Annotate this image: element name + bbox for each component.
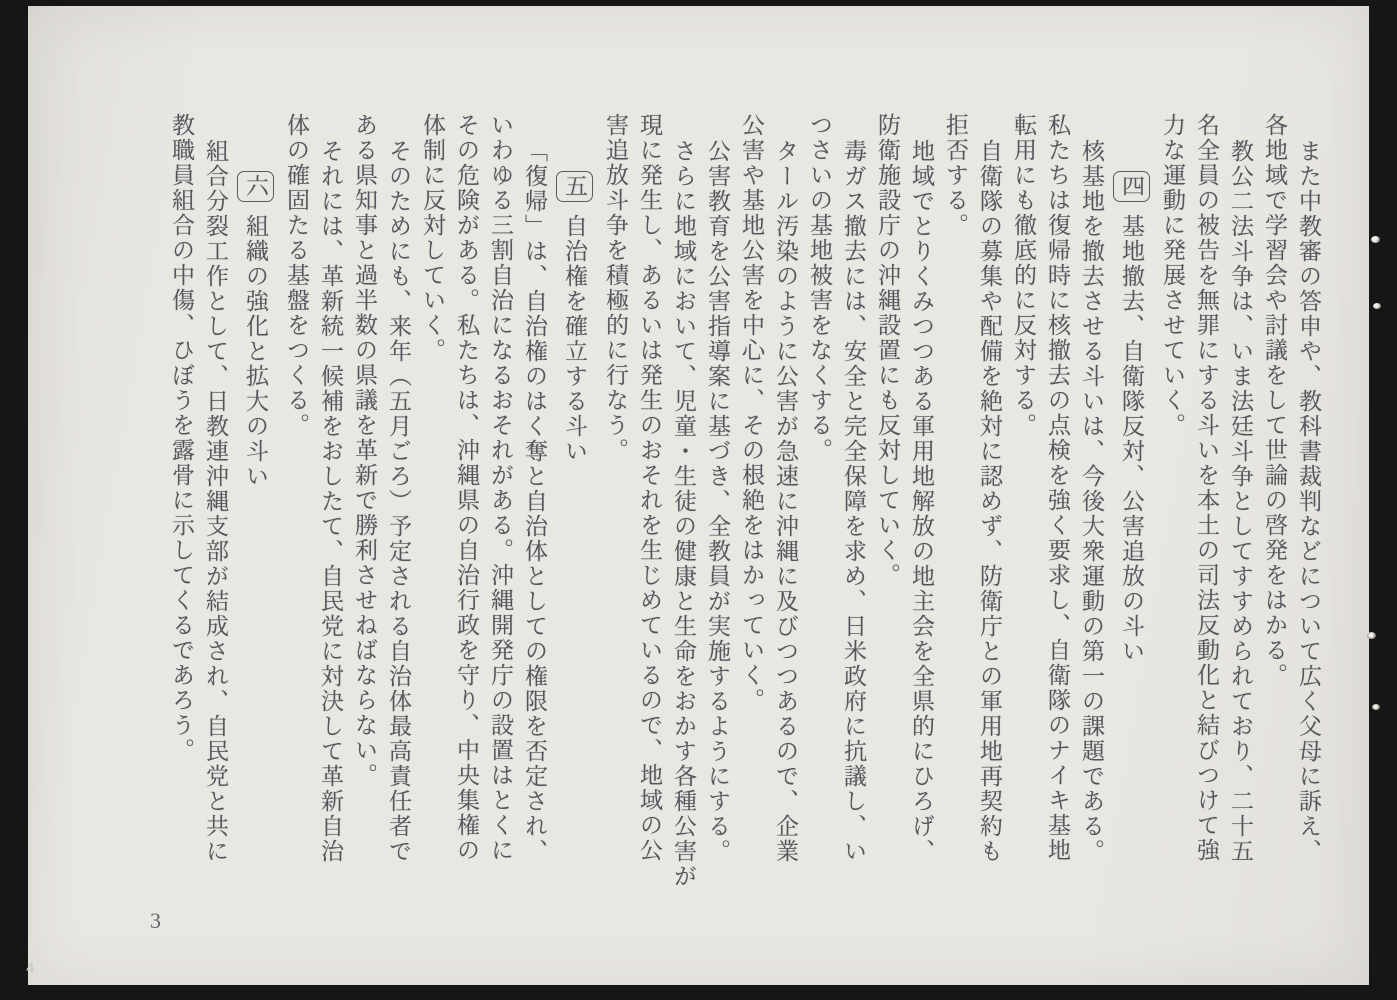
punch-hole-mark	[1371, 236, 1380, 243]
section-heading-column	[237, 113, 274, 971]
text-column: 毒ガス撤去には、安全と完全保障を求め、日米政府に抗議し、い	[841, 139, 866, 864]
punch-hole-mark	[1373, 303, 1381, 309]
text-column: 各地域で学習会や討議をして世論の啓発をはかる。	[1262, 113, 1287, 688]
text-column: 教職員組合の中傷、ひぼうを露骨に示してくるであろう。	[169, 113, 194, 763]
text-column: さらに地域において、児童・生徒の健康と生命をおかす各種公害が	[671, 139, 696, 889]
text-columns	[164, 113, 1325, 913]
punch-hole-mark	[1367, 632, 1376, 639]
text-column: 名全員の被告を無罪にする斗いを本土の司法反動化と結びつけて強	[1194, 113, 1219, 863]
text-column: 教公二法斗争は、いま法廷斗争としてすすめられており、二十五	[1228, 139, 1253, 864]
text-column: 核基地を撤去させる斗いは、今後大衆運動の第一の課題である。	[1079, 139, 1104, 864]
text-column: また中教審の答申や、教科書裁判などについて広く父母に訴え、	[1296, 139, 1321, 864]
text-column: 公害や基地公害を中心に、その根絶をはかっていく。	[739, 113, 764, 713]
corner-frame-number: 4	[26, 961, 35, 977]
section-heading-column	[556, 113, 593, 971]
section-number-boxed: 六	[237, 171, 274, 202]
text-column: 地域でとりくみつつある軍用地解放の地主会を全県的にひろげ、	[909, 139, 934, 864]
section-number-boxed: 五	[556, 171, 593, 202]
text-column: 害追放斗争を積極的に行なう。	[603, 113, 628, 463]
text-column: 防衛施設庁の沖縄設置にも反対していく。	[875, 113, 900, 588]
text-column: 力な運動に発展させていく。	[1160, 113, 1185, 438]
section-title: 組織の強化と拡大の斗い	[243, 214, 268, 489]
text-column: 組合分裂工作として、日教連沖縄支部が結成され、自民党と共に	[203, 139, 228, 864]
text-column: 「復帰」は、自治権のはく奪と自治体としての権限を否定され、	[522, 139, 547, 864]
text-column: その危険がある。私たちは、沖縄県の自治行政を守り、中央集権の	[454, 113, 479, 863]
text-column: いわゆる三割自治になるおそれがある。沖縄開発庁の設置はとくに	[488, 113, 513, 863]
section-heading-column	[1113, 113, 1150, 971]
text-column: 転用にも徹底的に反対する。	[1011, 113, 1036, 438]
text-column: 現に発生し、あるいは発生のおそれを生じめているので、地域の公	[637, 113, 662, 863]
text-column: 自衛隊の募集や配備を絶対に認めず、防衛庁との軍用地再契約も	[977, 139, 1002, 864]
section-title: 自治権を確立する斗い	[562, 214, 587, 464]
text-column: 私たちは復帰時に核撤去の点検を強く要求し、自衛隊のナイキ基地	[1045, 113, 1070, 863]
text-column: ある県知事と過半数の県議を革新で勝利させねばならない。	[352, 113, 377, 788]
text-column: 体の確固たる基盤をつくる。	[284, 113, 309, 438]
text-column: それには、革新統一候補をおしたて、自民党に対決して革新自治	[318, 139, 343, 864]
text-column: つさいの基地被害をなくする。	[807, 113, 832, 463]
page-number: 3	[150, 908, 162, 933]
section-title: 基地撤去、自衛隊反対、公害追放の斗い	[1119, 214, 1144, 664]
punch-hole-mark	[1372, 704, 1380, 710]
section-number-boxed: 四	[1113, 171, 1150, 202]
text-column: 体制に反対していく。	[420, 113, 445, 363]
text-column: そのためにも、来年（五月ごろ）予定される自治体最高責任者で	[386, 139, 411, 864]
text-column: 公害教育を公害指導案に基づき、全教員が実施するようにする。	[705, 139, 730, 864]
text-column: 拒否する。	[943, 113, 968, 238]
text-column: タール汚染のように公害が急速に沖縄に及びつつあるので、企業	[773, 139, 798, 864]
